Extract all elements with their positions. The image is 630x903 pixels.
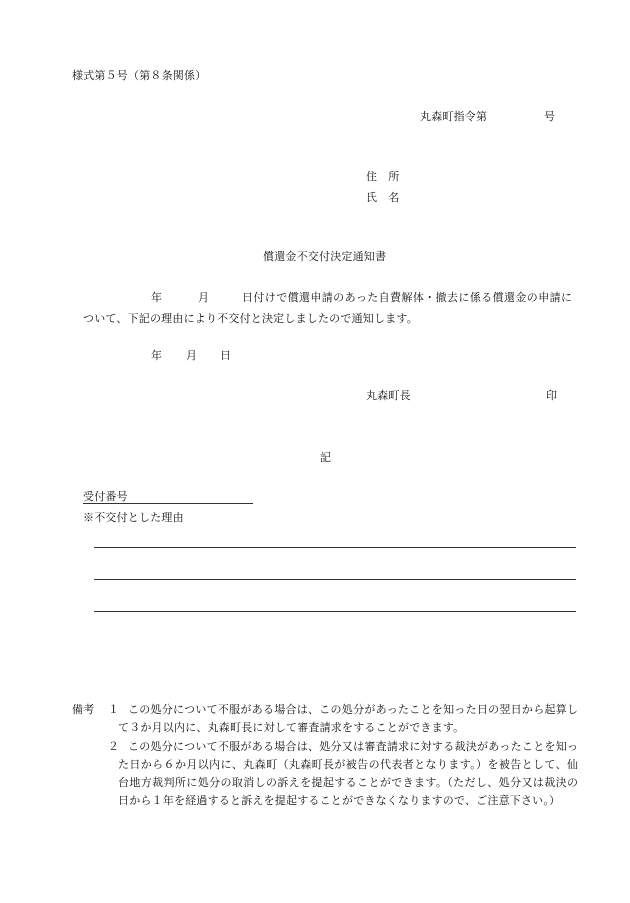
- address-label: 住 所: [366, 170, 400, 183]
- form-label: 様式第５号（第８条関係）: [72, 69, 207, 82]
- receipt-number-label: 受付番号: [83, 490, 128, 503]
- body-year: 年: [151, 291, 163, 304]
- reason-line-1: [94, 547, 576, 548]
- reason-line-3: [94, 611, 576, 612]
- note-2-line-4: 日から１年を経過すると訴えを提起することができなくなりますので、ご注意下さい。）: [118, 794, 561, 807]
- receipt-number-underline: [83, 503, 253, 504]
- notes-label: 備考: [72, 703, 95, 716]
- date-month: 月: [186, 349, 198, 362]
- date-year: 年: [151, 349, 163, 362]
- body-line1-tail: 日付けで償還申請のあった自費解体・撤去に係る償還金の申請に: [242, 291, 572, 304]
- doc-number-prefix: 丸森町指令第: [420, 110, 488, 123]
- note-1-line-1: この処分について不服がある場合は、この処分があったことを知った日の翌日から起算し: [128, 703, 578, 716]
- name-label: 氏 名: [366, 191, 400, 204]
- note-2-line-3: 台地方裁判所に処分の取消しの訴えを提起することができます。（ただし、処分又は裁決の: [118, 776, 578, 789]
- note-2-line-2: た日から６か月以内に、丸森町（丸森町長が被告の代表者となります。）を被告として、仙: [118, 758, 578, 771]
- reason-line-2: [94, 579, 576, 580]
- note-2-number: ２: [108, 740, 120, 753]
- document-title: 償還金不交付決定通知書: [263, 250, 387, 263]
- note-2-line-1: この処分について不服がある場合は、処分又は審査請求に対する裁決があったことを知っ: [128, 740, 578, 753]
- note-1-line-2: て３か月以内に、丸森町長に対して審査請求をすることができます。: [118, 721, 465, 734]
- body-line2: ついて、下記の理由により不交付と決定しましたので通知します。: [83, 312, 418, 325]
- doc-number-suffix: 号: [544, 110, 556, 123]
- issuer-name: 丸森町長: [366, 389, 411, 402]
- ki-heading: 記: [320, 451, 332, 464]
- note-1-number: １: [108, 703, 120, 716]
- body-month: 月: [198, 291, 210, 304]
- reason-label: ※不交付とした理由: [83, 511, 184, 524]
- seal-mark: 印: [546, 389, 558, 402]
- date-day: 日: [220, 349, 232, 362]
